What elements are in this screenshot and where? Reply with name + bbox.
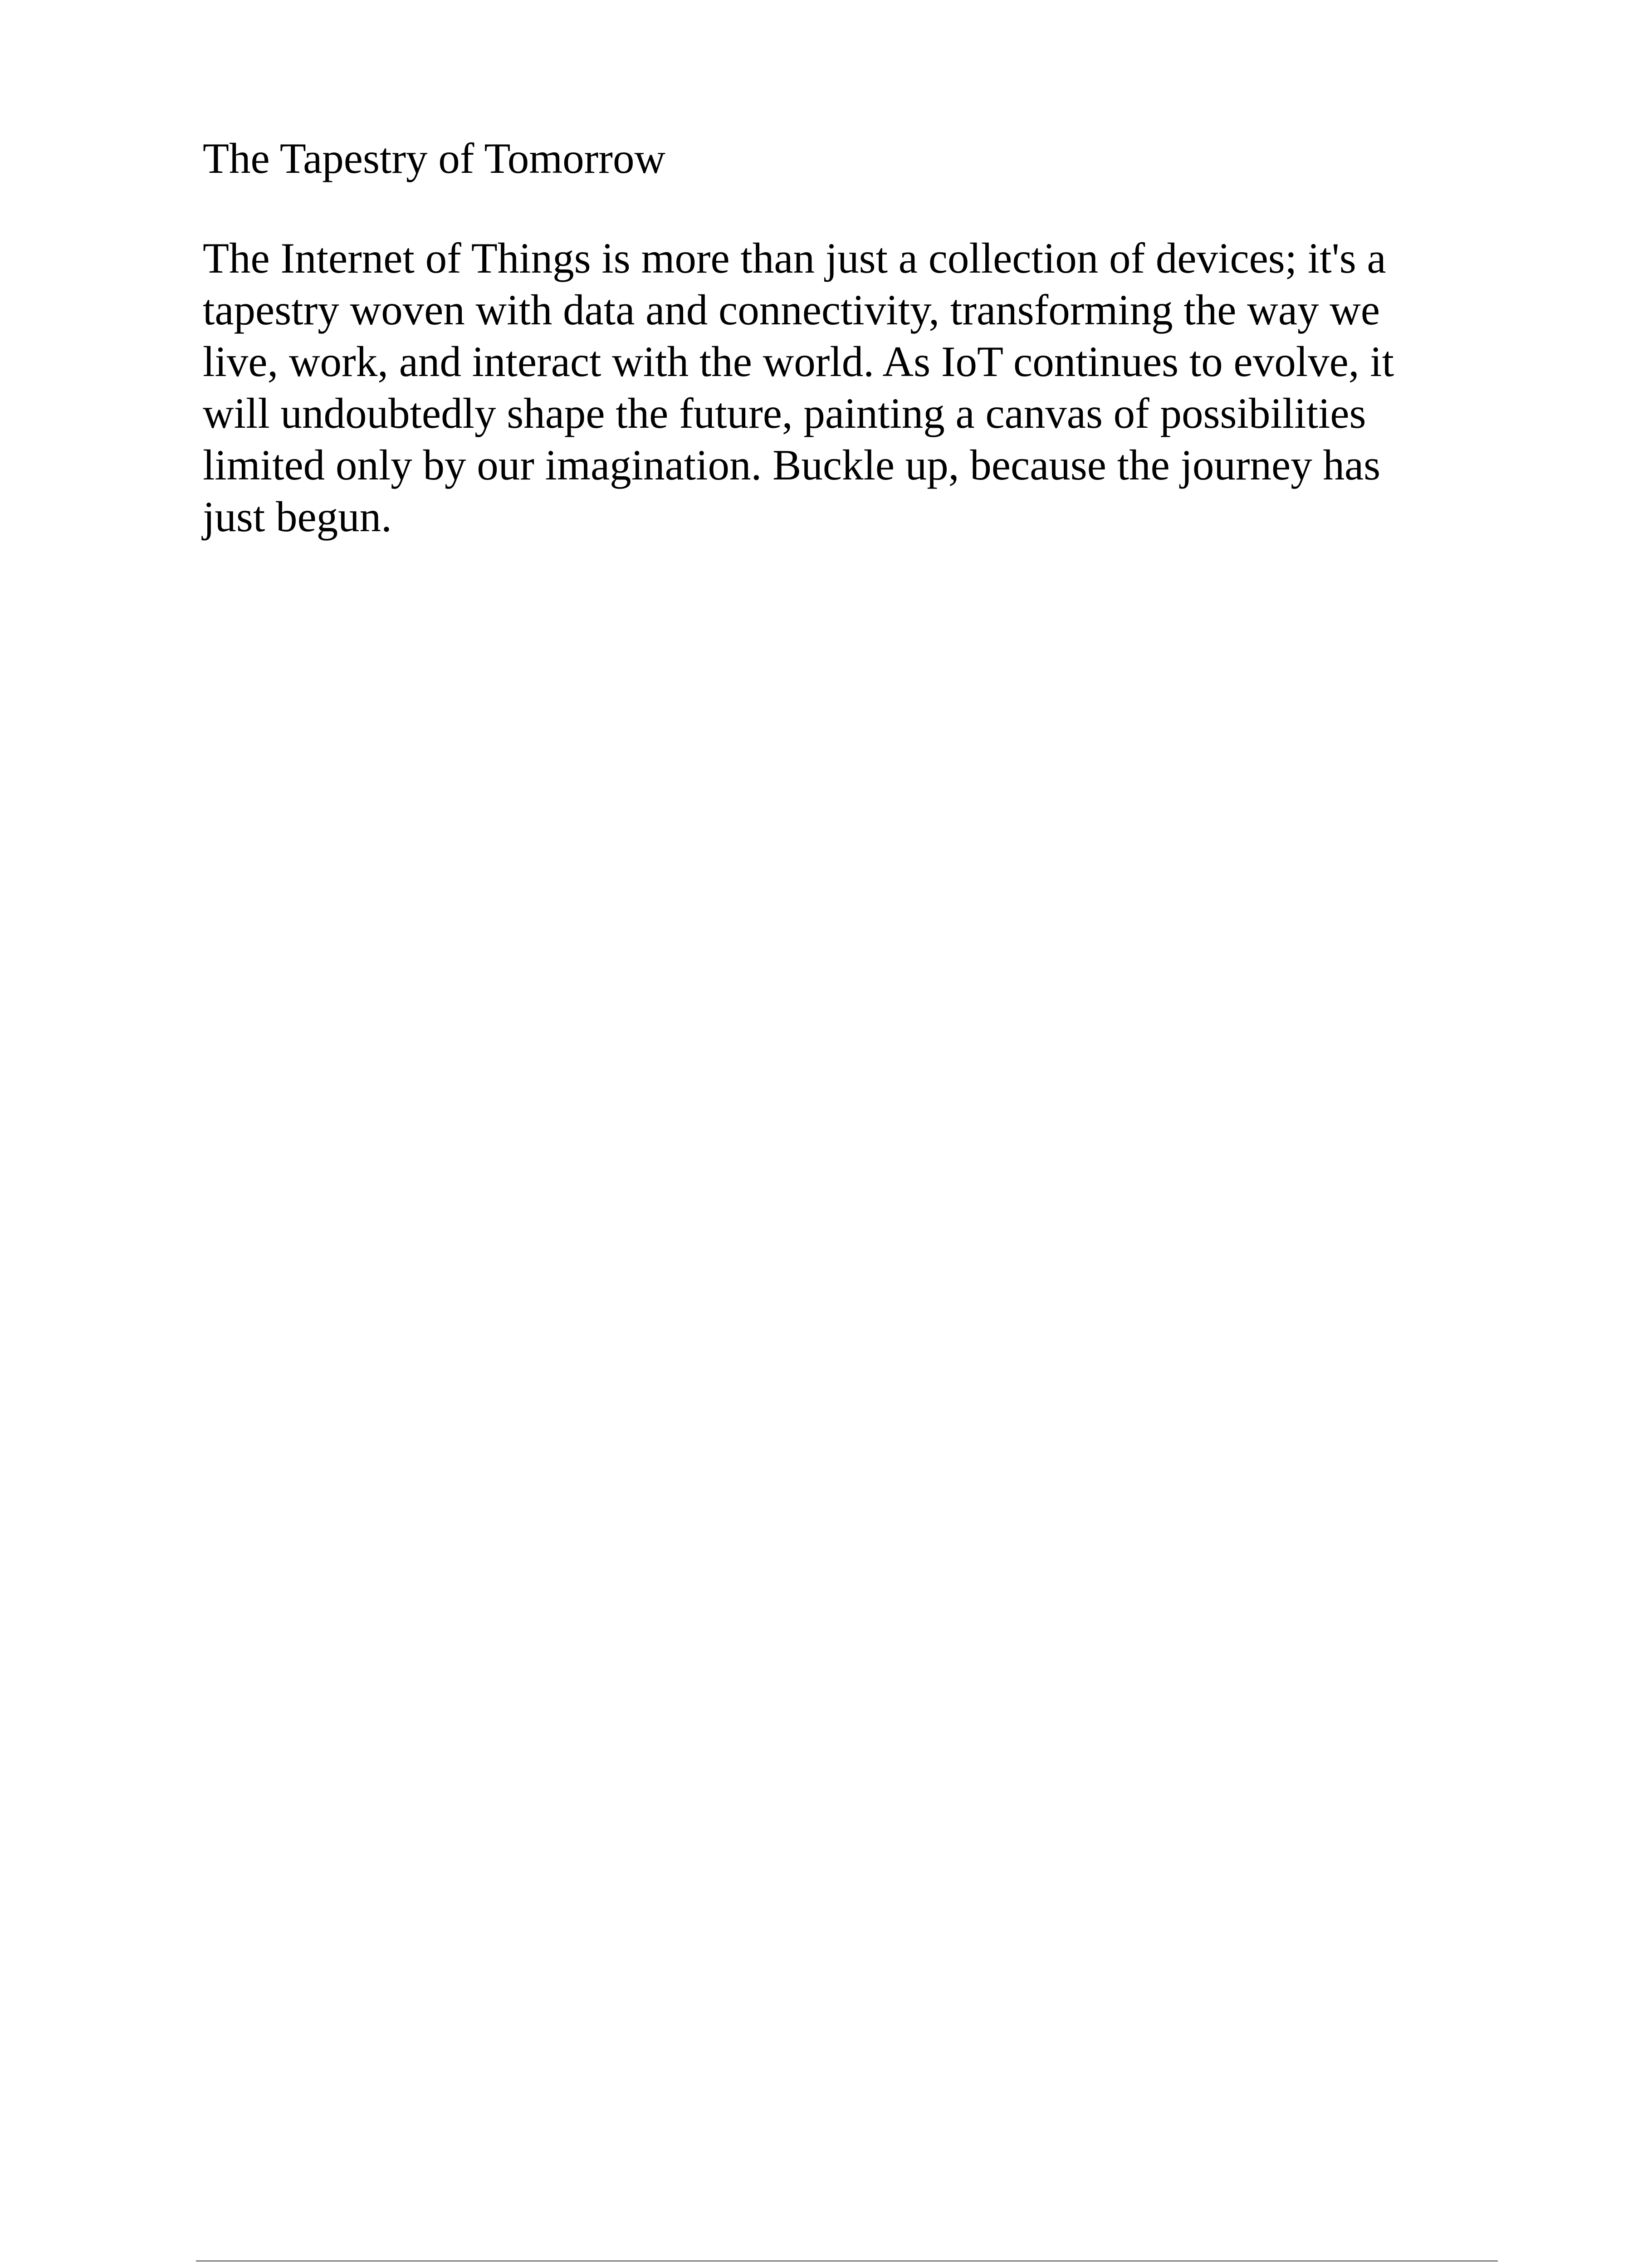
paragraph-line: The Internet of Things is more than just a collection of devices; it's a — [203, 234, 1386, 282]
page-number — [0, 2261, 1633, 2268]
paragraph-line: tapestry woven with data and connectivity, transforming the way we — [203, 286, 1380, 334]
paragraph-line: will undoubtedly shape the future, painting a canvas of possibilities — [203, 389, 1366, 437]
paragraph-line: just begun. — [203, 493, 392, 541]
body-paragraph — [203, 232, 1500, 543]
paragraph-line: limited only by our imagination. Buckle up, because the journey has — [203, 441, 1381, 489]
page-content — [203, 132, 1500, 543]
paragraph-line: live, work, and interact with the world. As IoT continues to evolve, it — [203, 337, 1394, 386]
section-title: The Tapestry of Tomorrow — [203, 134, 666, 182]
